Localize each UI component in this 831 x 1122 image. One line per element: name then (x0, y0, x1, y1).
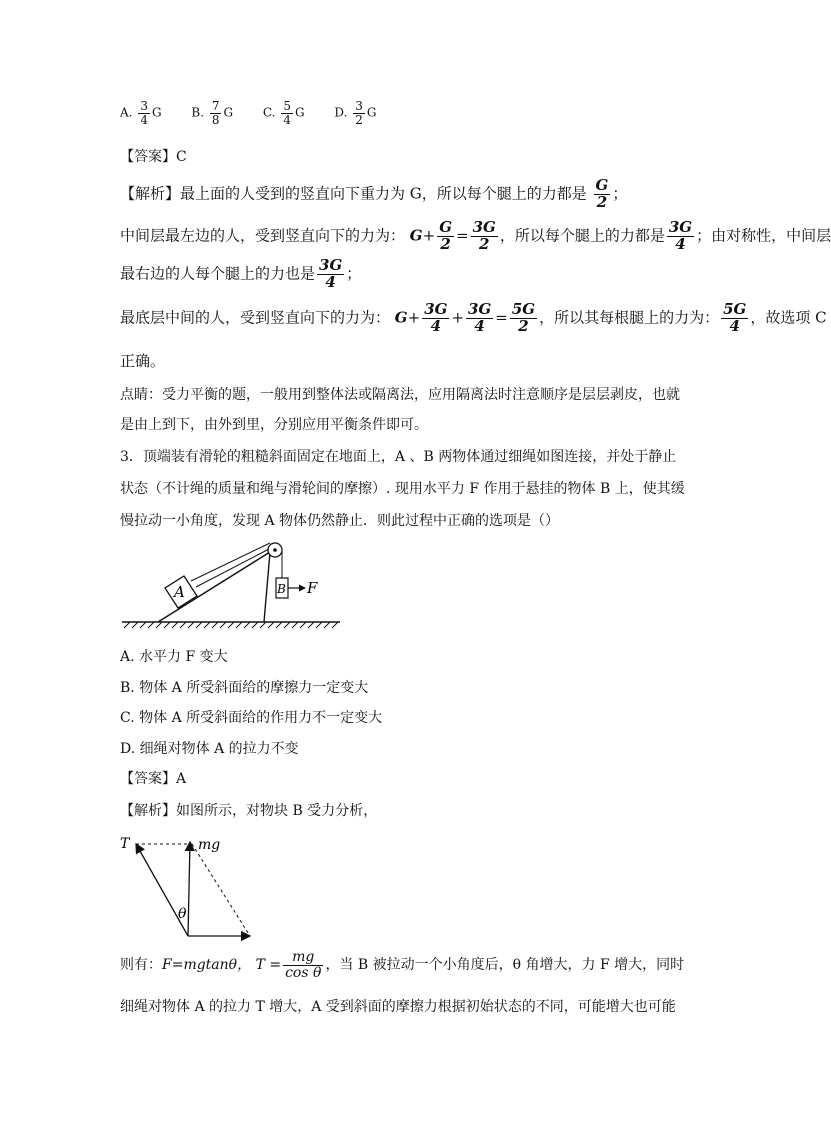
rope-incline (191, 543, 270, 581)
q3-answer: 【答案】A (120, 771, 187, 787)
q3-option-a: A. 水平力 F 变大 (120, 649, 228, 665)
q3-stem-line-3: 慢拉动一小角度，发现 A 物体仍然静止．则此过程中正确的选项是（） (120, 513, 560, 529)
q2-analysis-line-1: 【解析】最上面的人受到的竖直向下重力为 G，所以每个腿上的力都是 $\frac{G}{2}$ ； (120, 176, 628, 211)
option-b: B. $\frac{7}{8}$ G (191, 99, 234, 127)
pulley-axle (273, 548, 277, 552)
option-c: C. $\frac{5}{4}$ G (262, 99, 305, 127)
force-analysis-figure (116, 832, 266, 946)
force-label: F (307, 579, 318, 597)
block-b-label: B (277, 582, 286, 596)
option-d-fraction: $\frac{3}{2}$ (355, 99, 363, 127)
mg-label: mg (198, 837, 221, 853)
option-d: D. $\frac{3}{2}$ G (334, 99, 377, 127)
fraction-l3: $\frac{3G}{4}$ (319, 256, 343, 291)
block-a-label: A (174, 583, 185, 601)
q2-analysis-line-3: 最右边的人每个腿上的力也是 $\frac{3G}{4}$ ； (120, 256, 362, 291)
fraction-l4-3: $\frac{5G}{2}$ (511, 300, 536, 335)
q3-stem-line-2: 状态（不计绳的质量和绳与滑轮间的摩擦）. 现用水平力 F 作用于悬挂的物体 B 上，使其缓 (120, 481, 685, 497)
tension-arrow (136, 844, 188, 936)
fraction-mg-over-cos: $\frac{mg}{\text{cos θ}}$ (285, 949, 322, 981)
q3-option-d: D. 细绳对物体 A 的拉力不变 (120, 741, 299, 757)
fraction-l4-2: $\frac{3G}{4}$ (468, 300, 492, 335)
fraction-l4-4: $\frac{5G}{4}$ (723, 300, 747, 335)
ground-hatching (124, 622, 338, 628)
fraction-g-over-2: $\frac{G}{2}$ (595, 176, 609, 211)
q2-analysis-line-4: 最底层中间的人，受到竖直向下的力为： G+ $\frac{3G}{4}$ + $\frac{3G}{4}$ = $\frac{5G}{2}$ ，所以其每根腿上的力为： $\frac{5G}{4}$ ，故选项 C (120, 300, 827, 335)
theta-label: θ (178, 906, 187, 922)
q3-formula-line: 则有：F=mgtanθ， T = $\frac{mg}{\text{cos θ}}$ ，当 B 被拉动一个小角度后，θ 角增大，力 F 增大，同时 (120, 949, 685, 981)
option-b-fraction: $\frac{7}{8}$ (211, 99, 220, 127)
incline-pulley-figure (118, 536, 348, 636)
fraction-l2-1: $\frac{G}{2}$ (439, 218, 452, 253)
q2-analysis-line-2: 中间层最左边的人，受到竖直向下的力为： G+ $\frac{G}{2}$ = $\frac{3G}{2}$ ，所以每个腿上的力都是 $\frac{3G}{4}$ ；由对称性，中间层 (120, 218, 831, 253)
q2-note-line-1: 点睛：受力平衡的题，一般用到整体法或隔离法，应用隔离法时注意顺序是层层剥皮，也就 (120, 387, 680, 403)
option-c-fraction: $\frac{5}{4}$ (283, 99, 291, 127)
q3-option-c: C. 物体 A 所受斜面给的作用力不一定变大 (120, 710, 383, 726)
q3-analysis-intro: 【解析】如图所示，对物块 B 受力分析， (120, 803, 378, 819)
force-arrowhead (299, 585, 306, 592)
q2-analysis-line-5: 正确。 (120, 352, 166, 370)
fraction-l4-1: $\frac{3G}{4}$ (424, 300, 448, 335)
option-a-fraction: $\frac{3}{4}$ (140, 99, 148, 127)
q2-answer: 【答案】C (120, 149, 187, 165)
weight-arrow (188, 842, 190, 936)
rope-incline-2 (196, 549, 269, 587)
fraction-l2-2: $\frac{3G}{2}$ (472, 218, 496, 253)
q3-stem-line-1: 3．顶端装有滑轮的粗糙斜面固定在地面上，A 、B 两物体通过细绳如图连接，并处于静止 (120, 449, 677, 465)
q2-note-line-2: 是由上到下，由外到里，分别应用平衡条件即可。 (120, 417, 428, 433)
fraction-l2-3: $\frac{3G}{4}$ (668, 218, 693, 253)
q3-last-line: 细绳对物体 A 的拉力 T 增大，A 受到斜面的摩擦力根据初始状态的不同，可能增大也可能 (120, 999, 676, 1015)
dashed-diagonal (192, 844, 250, 936)
q2-options-row (120, 100, 402, 126)
option-a: A. $\frac{3}{4}$ G (120, 99, 162, 127)
tension-label: T (120, 836, 130, 852)
q3-option-b: B. 物体 A 所受斜面给的摩擦力一定变大 (120, 680, 369, 696)
